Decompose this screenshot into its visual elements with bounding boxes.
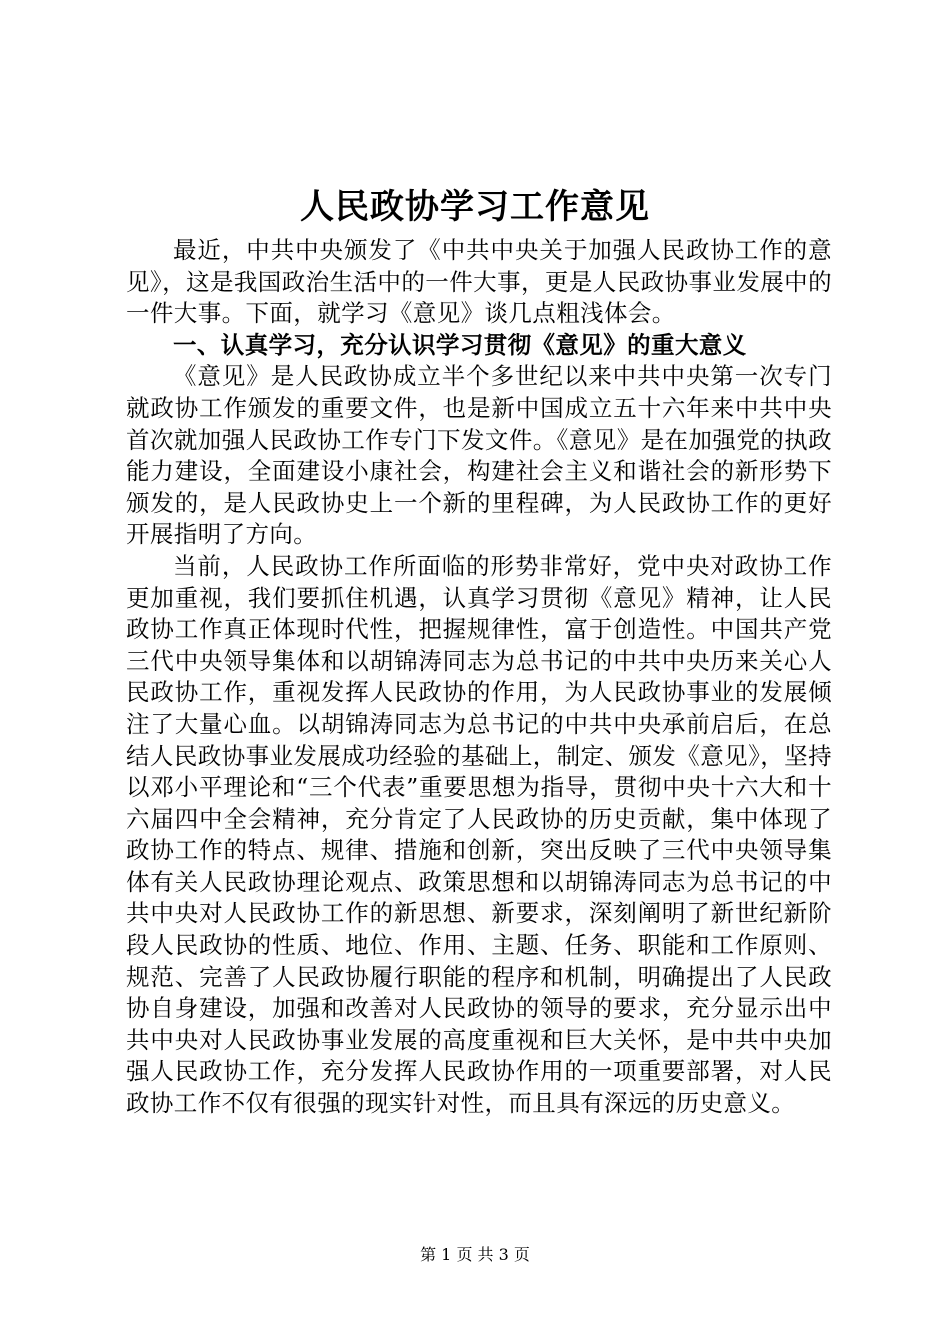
paragraph-significance: 《意见》是人民政协成立半个多世纪以来中共中央第一次专门就政协工作颁发的重要文件，也是新中国成立五十六年来中共中央首次就加强人民政协工作专门下发文件。《意见》是在加强党的执政能力建设，全面建设小康社会，构建社会主义和谐社会的新形势下颁发的，是人民政协史上一个新的里程碑，为人民政协工作的更好开展指明了方向。 [126,362,832,549]
paragraph-intro: 最近，中共中央颁发了《中共中央关于加强人民政协工作的意见》，这是我国政治生活中的一件大事，更是人民政协事业发展中的一件大事。下面，就学习《意见》谈几点粗浅体会。 [126,236,832,328]
document-body [126,235,832,1120]
section-heading-1: 一、认真学习，充分认识学习贯彻《意见》的重大意义 [173,330,747,359]
page-footer: 第 1 页 共 3 页 [420,1245,530,1264]
document-title: 人民政协学习工作意见 [300,187,650,227]
paragraph-current-situation: 当前，人民政协工作所面临的形势非常好，党中央对政协工作更加重视，我们要抓住机遇，认真学习贯彻《意见》精神，让人民政协工作真正体现时代性，把握规律性，富于创造性。中国共产党三代中央领导集体和以胡锦涛同志为总书记的中共中央历来关心人民政协工作，重视发挥人民政协的作用，为人民政协事业的发展倾注了大量心血。以胡锦涛同志为总书记的中共中央承前启后，在总结人民政协事业发展成功经验的基础上，制定、颁发《意见》，坚持以邓小平理论和“三个代表”重要思想为指导，贯彻中央十六大和十六届四中全会精神，充分肯定了人民政协的历史贡献，集中体现了政协工作的特点、规律、措施和创新，突出反映了三代中央领导集体有关人民政协理论观点、政策思想和以胡锦涛同志为总书记的中共中央对人民政协工作的新思想、新要求，深刻阐明了新世纪新阶段人民政协的性质、地位、作用、主题、任务、职能和工作原则、规范、完善了人民政协履行职能的程序和机制，明确提出了人民政协自身建设，加强和改善对人民政协的领导的要求，充分显示出中共中央对人民政协事业发展的高度重视和巨大关怀，是中共中央加强人民政协工作，充分发挥人民政协作用的一项重要部署，对人民政协工作不仅有很强的现实针对性，而且具有深远的历史意义。 [126,551,832,1118]
